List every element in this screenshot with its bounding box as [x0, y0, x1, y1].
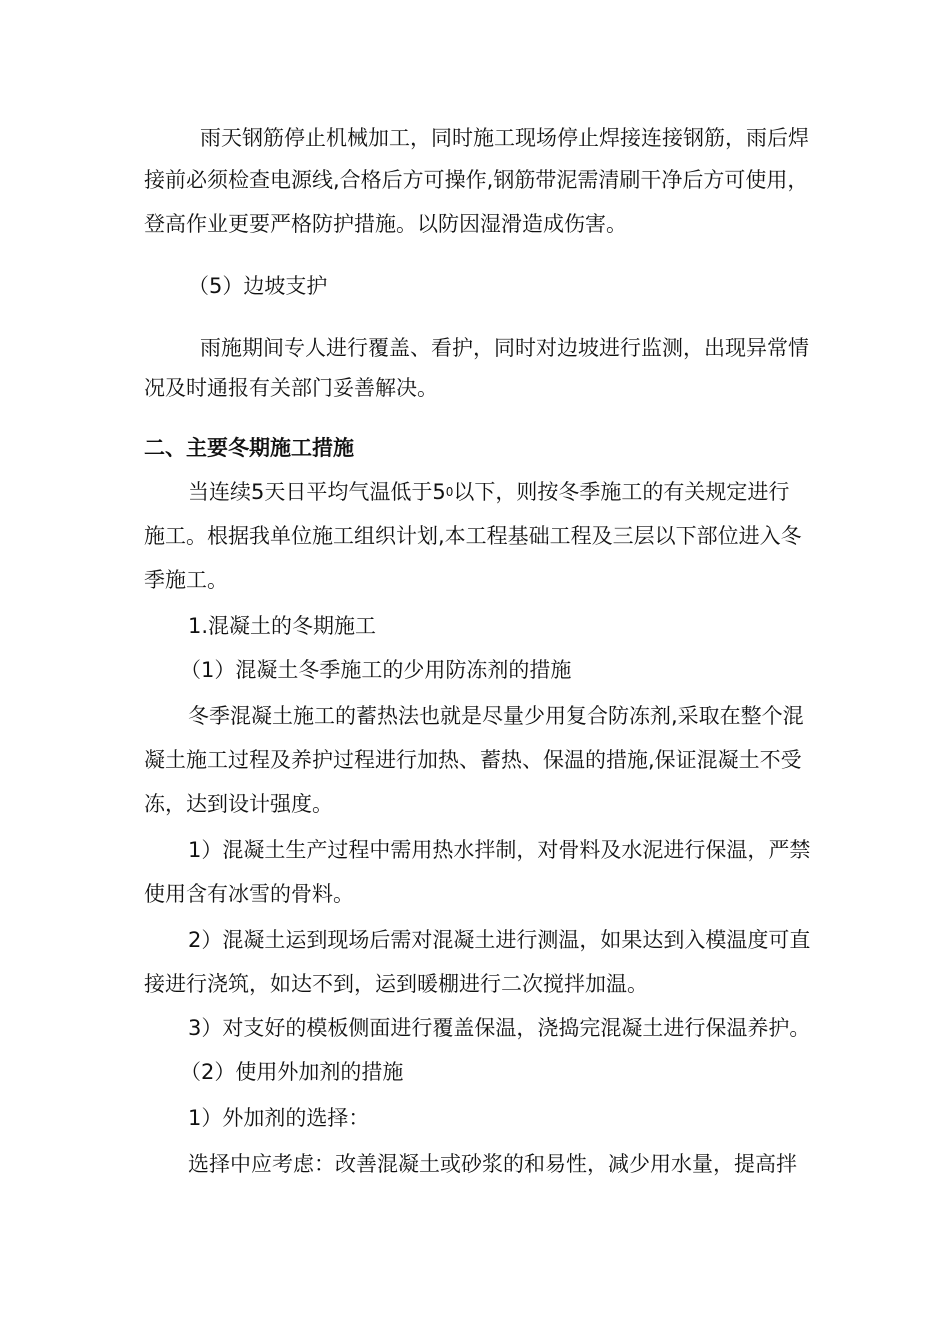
text-line: 接前必须检查电源线,合格后方可操作,钢筋带泥需清刷干净后方可使用，	[144, 168, 809, 192]
subsection-heading: 1.混凝土的冬期施工	[188, 614, 377, 638]
section-heading: （5）边坡支护	[188, 274, 328, 298]
text-line: 冬季混凝土施工的蓄热法也就是尽量少用复合防冻剂,采取在整个混	[188, 704, 804, 728]
text-line: 雨天钢筋停止机械加工，同时施工现场停止焊接连接钢筋，雨后焊	[200, 126, 809, 150]
subsection-heading: （2）使用外加剂的措施	[180, 1060, 404, 1084]
text-line: 季施工。	[144, 568, 228, 592]
text-segment: 以下，则按冬季施工的有关规定进行	[453, 480, 790, 504]
text-line: 1）混凝土生产过程中需用热水拌制，对骨料及水泥进行保温，严禁	[188, 838, 811, 862]
text-line-with-superscript	[144, 478, 908, 506]
text-line: 施工。根据我单位施工组织计划,本工程基础工程及三层以下部位进入冬	[144, 524, 802, 548]
text-line: 况及时通报有关部门妥善解决。	[144, 376, 438, 400]
text-line: 3）对支好的模板侧面进行覆盖保温，浇捣完混凝土进行保温养护。	[188, 1016, 811, 1040]
text-line: 选择中应考虑：改善混凝土或砂浆的和易性，减少用水量，提高拌	[188, 1152, 797, 1176]
text-line: 2）混凝土运到现场后需对混凝土进行测温，如果达到入模温度可直	[188, 928, 811, 952]
text-line: 冻，达到设计强度。	[144, 792, 333, 816]
text-line: 使用含有冰雪的骨料。	[144, 882, 354, 906]
subsection-heading: （1）混凝土冬季施工的少用防冻剂的措施	[180, 658, 572, 682]
text-line: 雨施期间专人进行覆盖、看护，同时对边坡进行监测，出现异常情	[200, 336, 809, 360]
main-heading: 二、主要冬期施工措施	[144, 436, 354, 460]
text-line: 1）外加剂的选择：	[188, 1106, 370, 1130]
text-line: 登高作业更要严格防护措施。以防因湿滑造成伤害。	[144, 212, 627, 236]
text-segment: 当连续5天日平均气温低于5	[188, 480, 446, 504]
text-line: 接进行浇筑，如达不到，运到暖棚进行二次搅拌加温。	[144, 972, 648, 996]
text-line: 凝土施工过程及养护过程进行加热、蓄热、保温的措施,保证混凝土不受	[144, 748, 802, 772]
superscript: 0	[445, 485, 454, 499]
